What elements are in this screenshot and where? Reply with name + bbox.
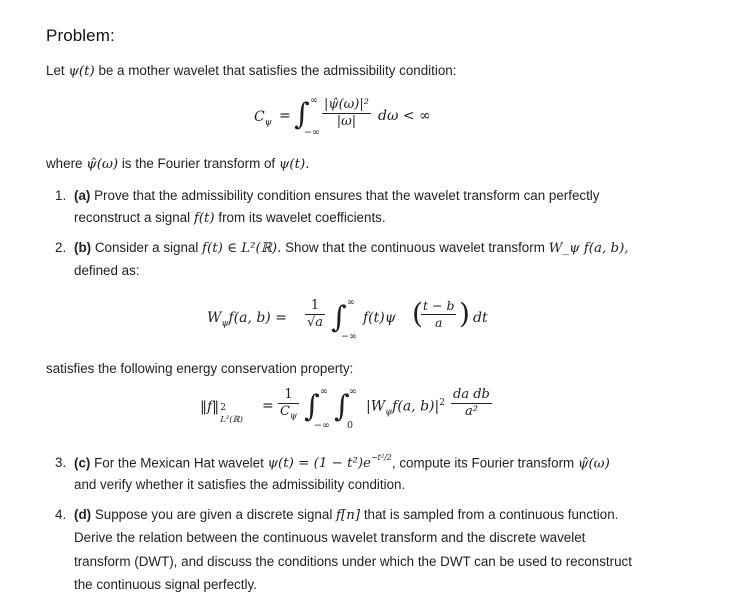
item-4-label: (d): [74, 507, 92, 522]
energy-equals: =: [262, 398, 274, 414]
cwt-integral-sign: ∫: [331, 300, 347, 335]
item-2-line-2: defined as:: [74, 263, 140, 278]
item-3-math-2: ψ̂(ω): [577, 456, 610, 472]
item-4-line-3: transform (DWT), and discuss the conditions under which the DWT can be used to reconstruct: [74, 554, 632, 569]
item-2-label: (b): [74, 240, 92, 255]
item-3-line-1: (c) For the Mexican Hat wavelet $\psi(t) = (1 - t^2)e^{-t^2/2}$, compute its Fourier transform ψ̂(ω): [74, 453, 610, 472]
item-3-math: $\psi(t) = (1 - t^2)e^{-t^2/2}$: [267, 453, 392, 472]
energy-int2-lower: 0: [347, 420, 354, 431]
cwt-argument: $\frac{t - b}{a}$: [423, 298, 455, 330]
cwt-lower-limit: −∞: [341, 331, 357, 342]
admissibility-fraction: [322, 97, 371, 130]
equals-sign: =: [279, 108, 291, 124]
integral-lower-limit: −∞: [304, 127, 320, 138]
item-2-line-1: (b) Consider a signal f(t) ∈ L²(ℝ). Show that the continuous wavelet transform W_ψ f(a, b),: [74, 240, 629, 256]
energy-coefficient: $\frac{1}{C_\psi}$: [280, 387, 298, 422]
item-2-math-2: W_ψ f(a, b),: [548, 241, 629, 256]
c-psi: $C_\psi$: [254, 109, 272, 128]
cwt-lhs: $W_\psi f(a$, b) =: [207, 310, 287, 329]
fraction-denominator: |ω|: [336, 114, 357, 129]
item-1-line-2: reconstruct a signal f(t) from its wavelet coefficients.: [74, 210, 386, 226]
item-3-number: 3.: [55, 455, 67, 470]
energy-integrand: $|W_\psi f(a$, $b)|^2$: [366, 398, 445, 418]
item-1-line-1: (a) Prove that the admissibility condition ensures that the wavelet transform can perfectly: [74, 188, 600, 203]
cwt-right-paren: ): [459, 297, 470, 330]
where-hat: ψ̂(ω): [86, 157, 119, 172]
cwt-tail: dt: [473, 310, 488, 326]
item-2-math: f(t) ∈ L²(ℝ).: [202, 241, 282, 256]
energy-int2-upper: ∞: [349, 386, 357, 397]
intro-line: [46, 63, 456, 79]
cwt-integrand: f(t)ψ: [363, 310, 396, 326]
problem-title: Problem:: [46, 26, 115, 45]
item-1-label: (a): [74, 188, 91, 203]
cwt-upper-limit: ∞: [347, 297, 355, 308]
energy-measure: $\frac{\text{da db}}{\text{a²}}$: [453, 387, 490, 419]
cwt-left-paren: (: [412, 297, 423, 330]
energy-int1-upper: ∞: [320, 386, 328, 397]
where-prefix: where: [46, 156, 83, 171]
satisfies-line: satisfies the following energy conservation property:: [46, 361, 354, 376]
intro-prefix: Let: [46, 63, 65, 78]
item-3-label: (c): [74, 455, 91, 471]
integral-sign: ∫: [294, 97, 310, 132]
cwt-coefficient: $\frac{1}{√a}$: [307, 298, 324, 330]
item-4-math: f[n]: [336, 508, 361, 523]
energy-lhs: ‖f‖ 2 L²(ℝ): [200, 399, 243, 425]
item-4-line-2: Derive the relation between the continuous wavelet transform and the discrete wavelet: [74, 530, 586, 545]
item-1-number: 1.: [55, 188, 67, 203]
intro-suffix: be a mother wavelet that satisfies the admissibility condition:: [98, 63, 457, 78]
item-2-number: 2.: [55, 240, 67, 255]
integral-upper-limit: ∞: [310, 95, 318, 106]
energy-equation: [200, 383, 510, 439]
item-1-math: f(t): [193, 211, 215, 226]
energy-int1-lower: −∞: [314, 420, 330, 431]
where-middle: is the Fourier transform of: [121, 156, 276, 171]
fraction-numerator: |ψ̂(ω)|²: [324, 97, 369, 112]
item-3-line-2: and verify whether it satisfies the admissibility condition.: [74, 477, 406, 492]
energy-integral-2: ∫: [334, 389, 350, 424]
admissibility-tail: dω < ∞: [378, 108, 431, 124]
item-4-line-1: (d) Suppose you are given a discrete signal f[n] that is sampled from a continuous function.: [74, 507, 619, 523]
item-4-line-4: the continuous signal perfectly.: [74, 577, 257, 592]
where-line: [46, 156, 309, 172]
cwt-equation: [207, 293, 497, 349]
item-4-number: 4.: [55, 507, 67, 522]
intro-psi: ψ(t): [68, 64, 95, 79]
where-psi: ψ(t).: [278, 157, 310, 172]
energy-integral-1: ∫: [304, 389, 320, 424]
